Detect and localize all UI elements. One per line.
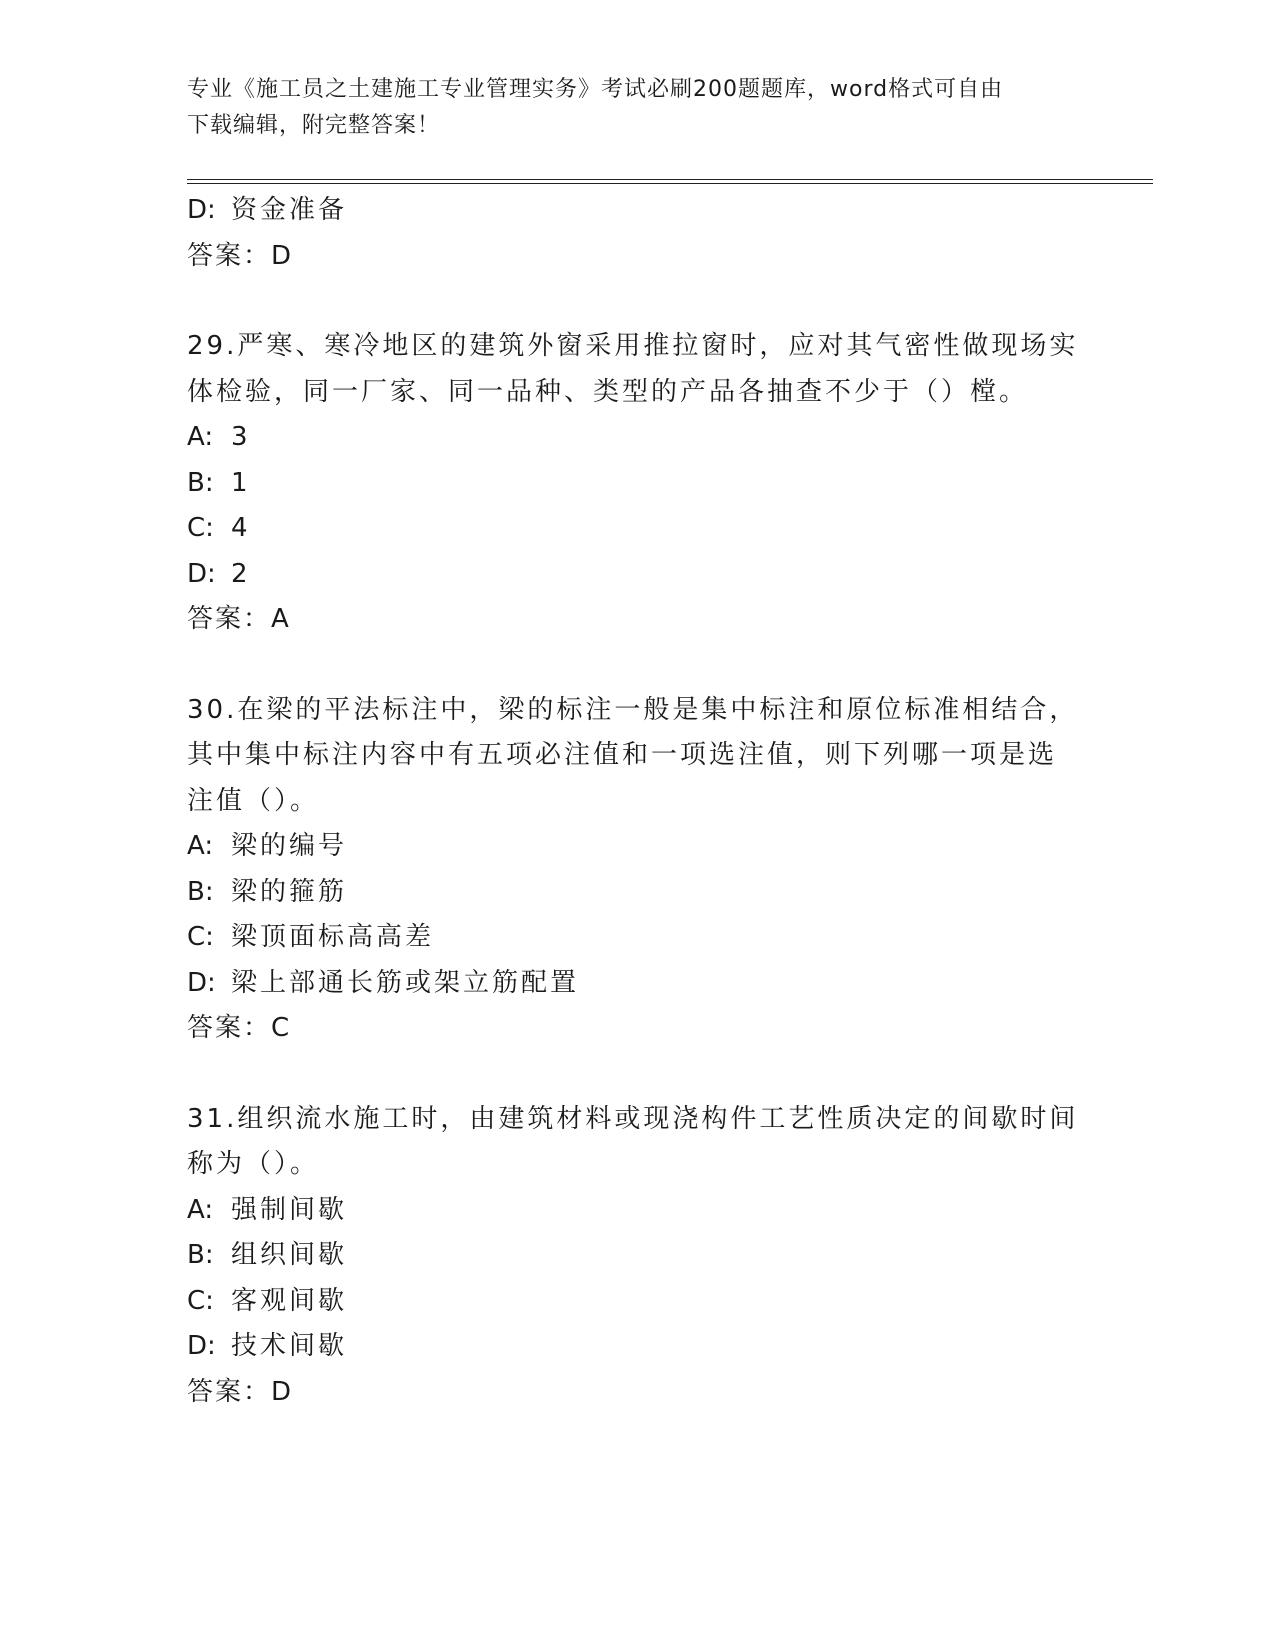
header-divider-bottom xyxy=(187,183,1153,184)
option-c xyxy=(187,506,1087,552)
option-text: 4 xyxy=(231,513,251,543)
option-d xyxy=(187,961,1087,1007)
answer: 答案：A xyxy=(187,604,291,634)
stem-line: 31.组织流水施工时，由建筑材料或现浇构件工艺性质决定的间歇时间 xyxy=(187,1103,1079,1134)
option-letter: B: xyxy=(187,467,214,498)
option-letter: C: xyxy=(187,513,214,543)
stem-line: 称为（）。 xyxy=(187,1149,320,1179)
question-30 xyxy=(187,688,1087,1052)
question-31 xyxy=(187,1097,1087,1416)
option-letter: D: xyxy=(187,1331,216,1361)
option-text: 客观间歇 xyxy=(231,1285,348,1316)
option-text: 梁的箍筋 xyxy=(231,876,348,907)
option-c xyxy=(187,1279,1087,1325)
option-text: 梁顶面标高高差 xyxy=(231,922,435,952)
header-divider-top xyxy=(187,179,1153,180)
option-letter: D: xyxy=(187,558,216,589)
continued-question xyxy=(187,188,1087,279)
question-stem xyxy=(187,1097,1087,1188)
answer: 答案：C xyxy=(187,1013,292,1043)
option-letter: B: xyxy=(187,1240,214,1270)
option-d xyxy=(187,188,1087,234)
answer: 答案：D xyxy=(187,240,294,271)
option-b xyxy=(187,461,1087,507)
option-text: 1 xyxy=(231,467,251,498)
question-stem xyxy=(187,324,1087,415)
option-letter: A: xyxy=(187,1194,214,1225)
option-letter: A: xyxy=(187,831,214,861)
option-letter: A: xyxy=(187,422,214,452)
option-b xyxy=(187,1233,1087,1279)
option-letter: B: xyxy=(187,876,214,907)
option-c xyxy=(187,915,1087,961)
option-text: 3 xyxy=(231,422,251,452)
option-letter: D: xyxy=(187,195,216,225)
option-text: 组织间歇 xyxy=(231,1240,348,1270)
option-text: 资金准备 xyxy=(231,195,348,225)
option-letter: C: xyxy=(187,1285,214,1316)
stem-line: 其中集中标注内容中有五项必注值和一项选注值，则下列哪一项是选 xyxy=(187,740,1058,770)
stem-line: 注值（）。 xyxy=(187,785,320,816)
stem-line: 体检验，同一厂家、同一品种、类型的产品各抽查不少于（）樘。 xyxy=(187,376,1029,407)
question-29 xyxy=(187,324,1087,643)
option-b xyxy=(187,870,1087,916)
document-header xyxy=(187,72,1067,144)
option-text: 梁的编号 xyxy=(231,831,348,861)
stem-line: 30.在梁的平法标注中，梁的标注一般是集中标注和原位标准相结合， xyxy=(187,694,1079,725)
option-a xyxy=(187,824,1087,870)
option-text: 梁上部通长筋或架立筋配置 xyxy=(231,967,580,998)
option-letter: C: xyxy=(187,922,214,952)
option-letter: D: xyxy=(187,967,216,998)
option-text: 技术间歇 xyxy=(231,1331,348,1361)
option-text: 2 xyxy=(231,558,251,589)
stem-line: 29.严寒、寒冷地区的建筑外窗采用推拉窗时，应对其气密性做现场实 xyxy=(187,331,1079,361)
option-d xyxy=(187,552,1087,598)
document-body xyxy=(187,188,1087,1415)
option-a xyxy=(187,1188,1087,1234)
option-a xyxy=(187,415,1087,461)
option-d xyxy=(187,1324,1087,1370)
option-text: 强制间歇 xyxy=(231,1194,348,1225)
header-line-2: 下载编辑，附完整答案！ xyxy=(187,113,441,138)
header-line-1: 专业《施工员之土建施工专业管理实务》考试必刷200题题库，word格式可自由 xyxy=(187,77,1004,102)
question-stem xyxy=(187,688,1087,825)
answer: 答案：D xyxy=(187,1376,294,1407)
